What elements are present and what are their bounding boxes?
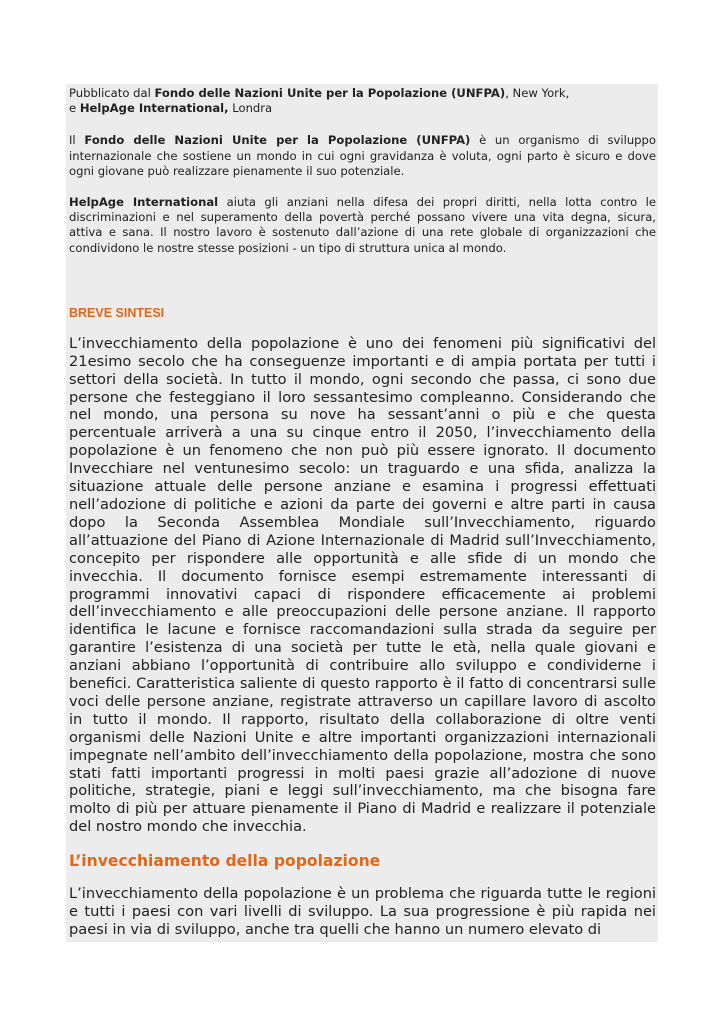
publisher-city-newyork: , New York, bbox=[505, 86, 570, 100]
helpage-description bbox=[69, 195, 656, 256]
publisher-conjunction: e bbox=[69, 101, 80, 116]
publisher-prefix: Pubblicato dal bbox=[69, 86, 155, 100]
unfpa-prefix: Il bbox=[69, 133, 85, 148]
helpage-text: aiuta gli anziani nella difesa dei propri diritti, nella lotta contro le discriminazioni e nel superamento della povertà perché possano vivere una vita degna, sicura, attiva e sana. Il nostro lavoro è sostenuto dall’azione di una rete globale di organizzazioni che condividono le nostre stesse posizioni - un tipo di struttura unica al mondo. bbox=[69, 195, 657, 255]
document-content bbox=[69, 86, 656, 954]
publisher-org-unfpa: Fondo delle Nazioni Unite per la Popolazione (UNFPA) bbox=[154, 86, 506, 100]
publisher-city-london: Londra bbox=[228, 101, 273, 116]
summary-paragraph: L’invecchiamento della popolazione è uno dei fenomeni più significativi del 21esimo secolo che ha conseguenze importanti e di ampia portata per tutti i settori della società. In tutto il mondo, ogni secondo che passa, ci sono due persone che festeggiano il loro sessantesimo compleanno. Considerando che nel mondo, una persona su nove ha sessant’anni o più e che questa percentuale arriverà a una su cinque entro il 2050, l’invecchiamento della popolazione è un fenomeno che non può più essere ignorato. Il documento Invecchiare nel ventunesimo secolo: un traguardo e una sfida, analizza la situazione attuale delle persone anziane e esamina i progressi effettuati nell’adozione di politiche e azioni da parte dei governi e altre parti in causa dopo la Seconda Assemblea Mondiale sull’Invecchiamento, riguardo all’attuazione del Piano di Azione Internazionale di Madrid sull’Invecchiamento, concepito per rispondere alle opportunità e alle sfide di un mondo che invecchia. Il documento fornisce esempi estremamente interessanti di programmi innovativi capaci di rispondere efficacemente ai problemi dell’invecchiamento e alle preoccupazioni delle persone anziane. Il rapporto identifica le lacune e fornisce raccomandazioni sulla strada da seguire per garantire l’esistenza di una società per tutte le età, nella quale giovani e anziani abbiano l’opportunità di contribuire allo sviluppo e condividerne i benefici. Caratteristica saliente di questo rapporto è il fatto di concentrarsi sulle voci delle persone anziane, registrate attraverso un capillare lavoro di ascolto in tutto il mondo. Il rapporto, risultato della collaborazione di oltre venti organismi delle Nazioni Unite e altre importanti organizzazioni internazionali impegnate nell’ambito dell’invecchiamento della popolazione, mostra che sono stati fatti importanti progressi in molti paesi grazie all’adozione di nuove politiche, strategie, piani e leggi sull’invecchiamento, ma che bisogna fare molto di più per attuare pienamente il Piano di Madrid e realizzare il potenziale del nostro mondo che invecchia. bbox=[69, 334, 656, 836]
helpage-name: HelpAge International bbox=[69, 195, 219, 210]
publisher-line bbox=[69, 86, 656, 116]
unfpa-description bbox=[69, 133, 656, 179]
unfpa-text: è un organismo di sviluppo internazionale che sostiene un mondo in cui ogni gravidanza è voluta, ogni parto è sicuro e dove ogni giovane può realizzare pienamente il suo potenziale. bbox=[69, 133, 656, 178]
section-paragraph: L’invecchiamento della popolazione è un problema che riguarda tutte le regioni e tutti i paesi con vari livelli di sviluppo. La sua progressione è più rapida nei paesi in via di sviluppo, anche tra quelli che hanno un numero elevato di bbox=[69, 885, 656, 939]
section-heading: L’invecchiamento della popolazione bbox=[69, 852, 381, 871]
publisher-org-helpage: HelpAge International, bbox=[79, 101, 229, 116]
summary-label: BREVE SINTESI bbox=[69, 305, 165, 320]
unfpa-name: Fondo delle Nazioni Unite per la Popolazione (UNFPA) bbox=[84, 133, 471, 148]
